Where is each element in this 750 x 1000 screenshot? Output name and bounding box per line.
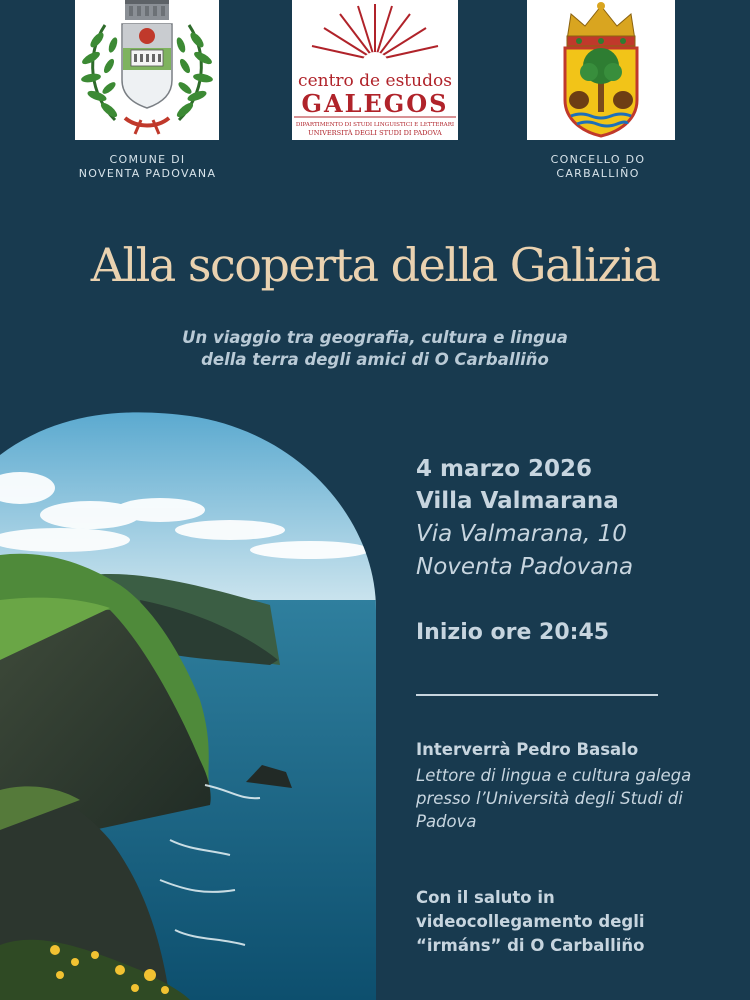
- greeting-line3: “irmáns” di O Carballiño: [416, 936, 645, 955]
- carballino-caption-line1: CONCELLO DO: [550, 153, 646, 166]
- divider: [416, 694, 658, 696]
- event-start-time: Inizio ore 20:45: [416, 620, 610, 645]
- speaker-role-line1: Lettore di lingua e cultura galega: [416, 766, 692, 785]
- noventa-caption-line2: NOVENTA PADOVANA: [78, 167, 217, 180]
- speaker-role-line2: presso l’Università degli Studi di: [416, 789, 683, 808]
- subtitle-line2: della terra degli amici di O Carballiño: [201, 350, 549, 369]
- subtitle-line1: Un viaggio tra geografia, cultura e lingua: [182, 328, 568, 347]
- carballino-caption-line2: CARBALLIÑO: [556, 167, 640, 180]
- event-venue: Villa Valmarana: [416, 488, 619, 514]
- ceg-line2: GALEGOS: [301, 89, 449, 118]
- carballino-coat-of-arms: [527, 0, 675, 140]
- noventa-caption: [50, 153, 245, 181]
- noventa-coat-of-arms: [75, 0, 219, 140]
- subtitle: [0, 327, 750, 371]
- event-street: Via Valmarana, 10: [416, 521, 627, 547]
- event-date: 4 marzo 2026: [416, 456, 593, 482]
- speaker-role-line3: Padova: [416, 812, 477, 831]
- greeting-line2: videocollegamento degli: [416, 912, 645, 931]
- event-town: Noventa Padovana: [416, 554, 634, 580]
- page-title: Alla scoperta della Galizia: [90, 238, 660, 292]
- carballino-caption: [508, 153, 688, 181]
- ceg-line3: DIPARTIMENTO DI STUDI LINGUISTICI E LETTERARI: [295, 122, 455, 128]
- ceg-line4: UNIVERSITÀ DEGLI STUDI DI PADOVA: [308, 129, 442, 137]
- speaker-intro: Interverrà Pedro Basalo: [416, 740, 639, 759]
- ceg-line1: centro de estudos: [298, 71, 452, 91]
- noventa-caption-line1: COMUNE DI: [109, 153, 186, 166]
- galicia-coast-photo: [0, 410, 376, 1000]
- greeting-line1: Con il saluto in: [416, 888, 555, 907]
- centro-estudos-galegos-logo: [292, 0, 458, 140]
